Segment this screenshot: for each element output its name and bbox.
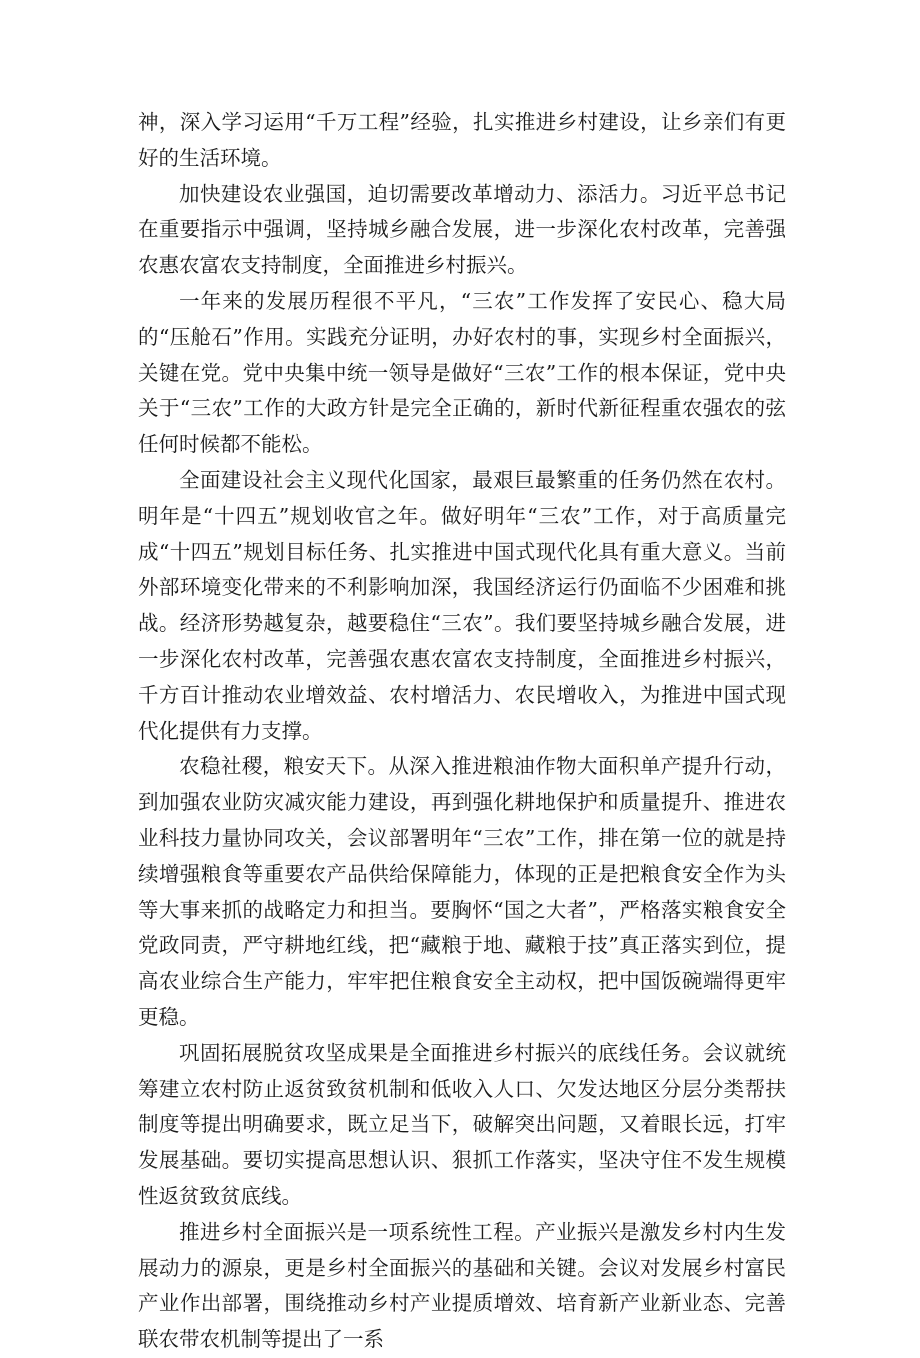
paragraph: 一年来的发展历程很不平凡，“三农”工作发挥了安民心、稳大局的“压舱石”作用。实践充分证明，办好农村的事，实现乡村全面振兴，关键在党。党中央集中统一领导是做好“三农”工作的根本保证，党中央关于“三农”工作的大政方针是完全正确的，新时代新征程重农强农的弦任何时候都不能松。 (138, 288, 786, 457)
paragraph: 加快建设农业强国，迫切需要改革增动力、添活力。习近平总书记在重要指示中强调，坚持城乡融合发展，进一步深化农村改革，完善强农惠农富农支持制度，全面推进乡村振兴。 (138, 181, 786, 278)
paragraph: 农稳社稷，粮安天下。从深入推进粮油作物大面积单产提升行动，到加强农业防灾减灾能力建设，再到强化耕地保护和质量提升、推进农业科技力量协同攻关，会议部署明年“三农”工作，排在第一位的就是持续增强粮食等重要农产品供给保障能力，体现的正是把粮食安全作为头等大事来抓的战略定力和担当。要胸怀“国之大者”，严格落实粮食安全党政同责，严守耕地红线，把“藏粮于地、藏粮于技”真正落实到位，提高农业综合生产能力，牢牢把住粮食安全主动权，把中国饭碗端得更牢更稳。 (138, 754, 786, 1029)
article-body (138, 105, 786, 1358)
paragraph: 巩固拓展脱贫攻坚成果是全面推进乡村振兴的底线任务。会议就统筹建立农村防止返贫致贫机制和低收入人口、欠发达地区分层分类帮扶制度等提出明确要求，既立足当下，破解突出问题，又着眼长远，打牢发展基础。要切实提高思想认识、狠抓工作落实，坚决守住不发生规模性返贫致贫底线。 (138, 1040, 786, 1208)
paragraph: 全面建设社会主义现代化国家，最艰巨最繁重的任务仍然在农村。明年是“十四五”规划收官之年。做好明年“三农”工作，对于高质量完成“十四五”规划目标任务、扎实推进中国式现代化具有重大意义。当前外部环境变化带来的不利影响加深，我国经济运行仍面临不少困难和挑战。经济形势越复杂，越要稳住“三农”。我们要坚持城乡融合发展，进一步深化农村改革，完善强农惠农富农支持制度，全面推进乡村振兴，千方百计推动农业增效益、农村增活力、农民增收入，为推进中国式现代化提供有力支撑。 (138, 467, 786, 743)
paragraph-continued: 神，深入学习运用“千万工程”经验，扎实推进乡村建设，让乡亲们有更好的生活环境。 (138, 110, 786, 170)
paragraph: 推进乡村全面振兴是一项系统性工程。产业振兴是激发乡村内生发展动力的源泉，更是乡村全面振兴的基础和关键。会议对发展乡村富民产业作出部署，围绕推动乡村产业提质增效、培育新产业新业态、完善联农带农机制等提出了一系 (138, 1219, 786, 1352)
